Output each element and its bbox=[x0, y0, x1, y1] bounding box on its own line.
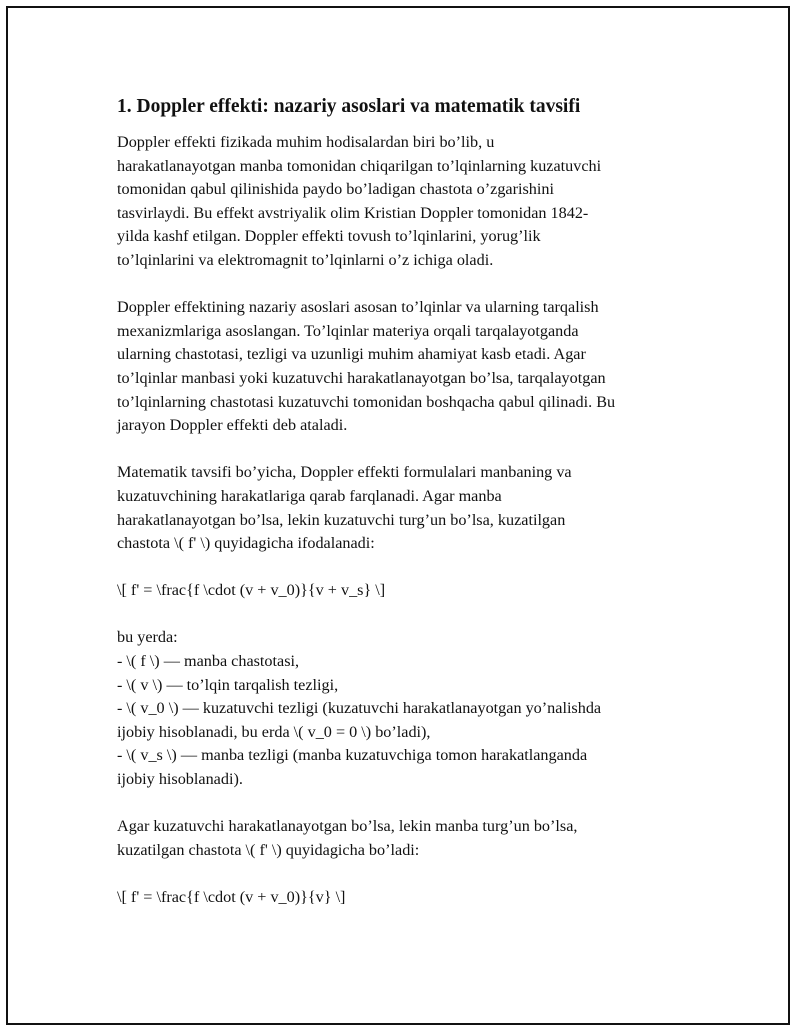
variable-definitions bbox=[117, 626, 697, 791]
text-line: to’lqinlarning chastotasi kuzatuvchi tomonidan boshqacha qabul qilinadi. Bu bbox=[117, 392, 616, 411]
formula-line: \[ f' = \frac{f \cdot (v + v_0)}{v} \] bbox=[117, 888, 346, 906]
paragraph-moving-observer bbox=[117, 815, 697, 862]
text-line: ijobiy hisoblanadi, bu erda \( v_0 = 0 \) bo’ladi), bbox=[117, 722, 431, 741]
text-line: to’lqinlar manbasi yoki kuzatuvchi harakatlanayotgan bo’lsa, tarqalayotgan bbox=[117, 368, 606, 387]
formula-line: \[ f' = \frac{f \cdot (v + v_0)}{v + v_s} \] bbox=[117, 581, 386, 600]
text-line: tasvirlaydi. Bu effekt avstriyalik olim Kristian Doppler tomonidan 1842- bbox=[117, 203, 589, 222]
list-item: - \( v_0 \) — kuzatuvchi tezligi (kuzatuvchi harakatlanayotgan yo’nalishda bbox=[117, 699, 602, 718]
paragraph-intro bbox=[117, 131, 697, 273]
paragraph-theory bbox=[117, 296, 697, 438]
text-line: ijobiy hisoblanadi). bbox=[117, 770, 243, 789]
text-line: bu yerda: bbox=[117, 628, 178, 647]
text-line: harakatlanayotgan manba tomonidan chiqarilgan to’lqinlarning kuzatuvchi bbox=[117, 156, 602, 175]
text-line: tomonidan qabul qilinishida paydo bo’ladigan chastota o’zgarishini bbox=[117, 180, 554, 199]
text-line: Agar kuzatuvchi harakatlanayotgan bo’lsa, lekin manba turg’un bo’lsa, bbox=[117, 817, 578, 836]
text-line: harakatlanayotgan bo’lsa, lekin kuzatuvchi turg’un bo’lsa, kuzatilgan bbox=[117, 510, 566, 529]
text-line: mexanizmlariga asoslangan. To’lqinlar materiya orqali tarqalayotganda bbox=[117, 321, 579, 340]
paragraph-math-description bbox=[117, 461, 697, 555]
list-item: - \( v_s \) — manba tezligi (manba kuzatuvchiga tomon harakatlanganda bbox=[117, 746, 588, 765]
text-line: Doppler effektining nazariy asoslari asosan to’lqinlar va ularning tarqalish bbox=[117, 298, 599, 317]
list-item: - \( f \) — manba chastotasi, bbox=[117, 652, 300, 671]
formula-moving-observer bbox=[117, 886, 697, 910]
text-line: chastota \( f' \) quyidagicha ifodalanadi: bbox=[117, 534, 375, 553]
formula-moving-source bbox=[117, 579, 697, 603]
text-line: jarayon Doppler effekti deb ataladi. bbox=[117, 416, 348, 435]
text-line: kuzatuvchining harakatlariga qarab farqlanadi. Agar manba bbox=[117, 486, 502, 505]
section-title: 1. Doppler effekti: nazariy asoslari va matematik tavsifi bbox=[117, 96, 581, 117]
text-line: to’lqinlarini va elektromagnit to’lqinlarni o’z ichiga oladi. bbox=[117, 250, 494, 269]
text-line: Matematik tavsifi bo’yicha, Doppler effekti formulalari manbaning va bbox=[117, 463, 572, 482]
list-item: - \( v \) — to’lqin tarqalish tezligi, bbox=[117, 675, 339, 694]
text-line: yilda kashf etilgan. Doppler effekti tovush to’lqinlarini, yorug’lik bbox=[117, 227, 541, 246]
document-body bbox=[117, 94, 697, 933]
text-line: Doppler effekti fizikada muhim hodisalardan biri bo’lib, u bbox=[117, 133, 495, 151]
text-line: ularning chastotasi, tezligi va uzunligi muhim ahamiyat kasb etadi. Agar bbox=[117, 345, 586, 364]
text-line: kuzatilgan chastota \( f' \) quyidagicha bo’ladi: bbox=[117, 840, 420, 859]
